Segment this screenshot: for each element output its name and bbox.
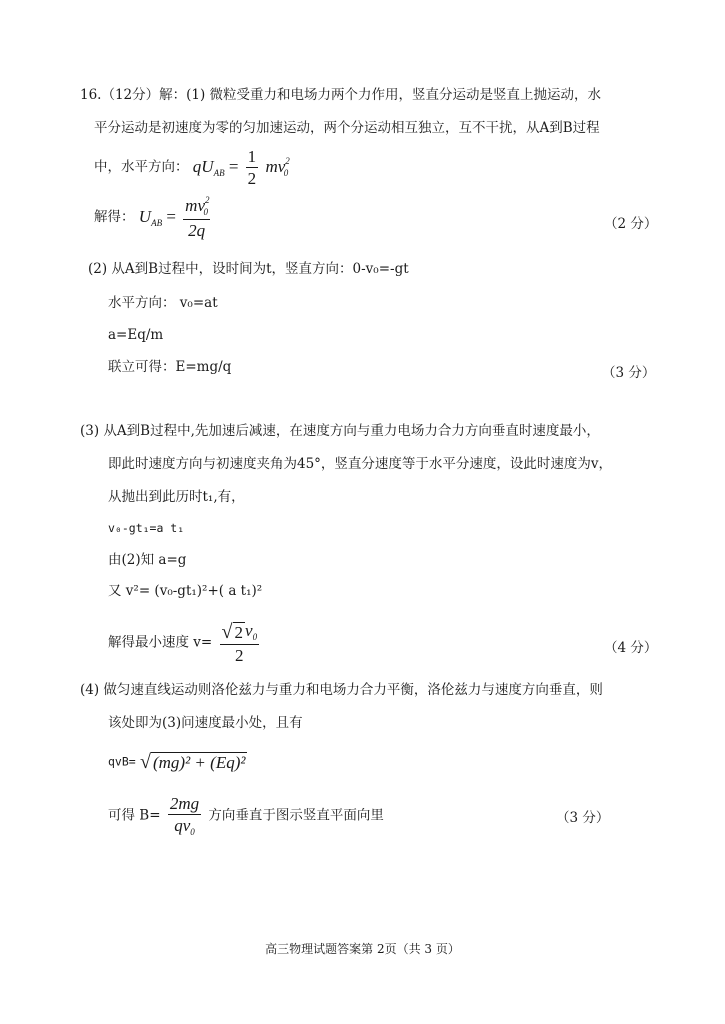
part4-eq-prefix: qvB=	[108, 754, 136, 769]
q16-eq1-row	[94, 148, 288, 187]
part3-line3: 从抛出到此历时t₁,有，	[108, 489, 245, 505]
part4-result-prefix: 可得 B=	[108, 807, 161, 824]
part4-eq-row	[108, 752, 247, 772]
eq1-lhs: $qU_{AB}$ =	[192, 156, 243, 178]
eq2-fraction: $\frac{mv^2_0}{2q}$	[185, 195, 210, 240]
part4-line1: (4) 做匀速直线运动则洛伦兹力与重力和电场力合力平衡，洛伦兹力与速度方向垂直，则	[80, 682, 603, 698]
part2-line1: (2) 从A到B过程中，设时间为t，竖直方向：0-v₀=-gt	[88, 261, 409, 277]
part2-line4: 联立可得：E=mg/q	[108, 359, 232, 375]
score-part1: （2 分）	[604, 216, 658, 232]
part2-line2: 水平方向： v₀=at	[108, 295, 218, 311]
eq2-lhs: $U_{AB}$ =	[138, 206, 181, 228]
part3-line2: 即此时速度方向与初速度夹角为45°，竖直分速度等于水平分速度，设此时速度为v，	[108, 456, 613, 472]
part4-result-fraction: $\frac{2mg}{qv_0}$	[169, 794, 200, 837]
part4-result-suffix: 方向垂直于图示竖直平面向里	[208, 807, 384, 824]
part4-line2: 该处即为(3)问速度最小处，且有	[108, 715, 303, 731]
part4-eq-sqrt: √ (mg)² + (Eq)²	[140, 751, 246, 773]
part3-line5: 由(2)知 a=g	[108, 552, 187, 568]
part3-result-row	[108, 622, 262, 664]
page-footer: 高三物理试题答案第 2页（共 3 页）	[265, 942, 460, 956]
q16-solve-prefix: 解得：	[94, 208, 135, 225]
eq1-rhs: $mv^2_0$	[265, 156, 290, 178]
q16-line2: 平分运动是初速度为零的匀加速运动，两个分运动相互独立，互不干扰，从A到B过程	[94, 120, 600, 136]
q16-eq2-row	[94, 196, 213, 239]
part3-line6: 又 v²= (v₀-gt₁)²+( a t₁)²	[108, 583, 263, 599]
part4-result-row	[108, 795, 384, 837]
part3-result-prefix: 解得最小速度 v=	[108, 634, 213, 651]
part2-line3: a=Eq/m	[108, 327, 164, 343]
score-part2: （3 分）	[602, 365, 656, 381]
part3-line4: v₀-gt₁=a t₁	[108, 521, 185, 535]
eq1-fraction: $\frac{1}{2}$	[247, 147, 257, 188]
part3-result-fraction: $\frac{√ 2 v_0}{2}$	[221, 621, 258, 666]
q16-line3-prefix: 中，水平方向：	[94, 158, 189, 175]
score-part4: （3 分）	[556, 810, 610, 826]
part3-line1: (3) 从A到B过程中,先加速后减速，在速度方向与重力电场力合力方向垂直时速度最小，	[80, 423, 600, 439]
score-part3: （4 分）	[604, 640, 658, 656]
q16-line1: 16.（12分）解：(1) 微粒受重力和电场力两个力作用，竖直分运动是竖直上抛运动，水	[80, 87, 602, 103]
